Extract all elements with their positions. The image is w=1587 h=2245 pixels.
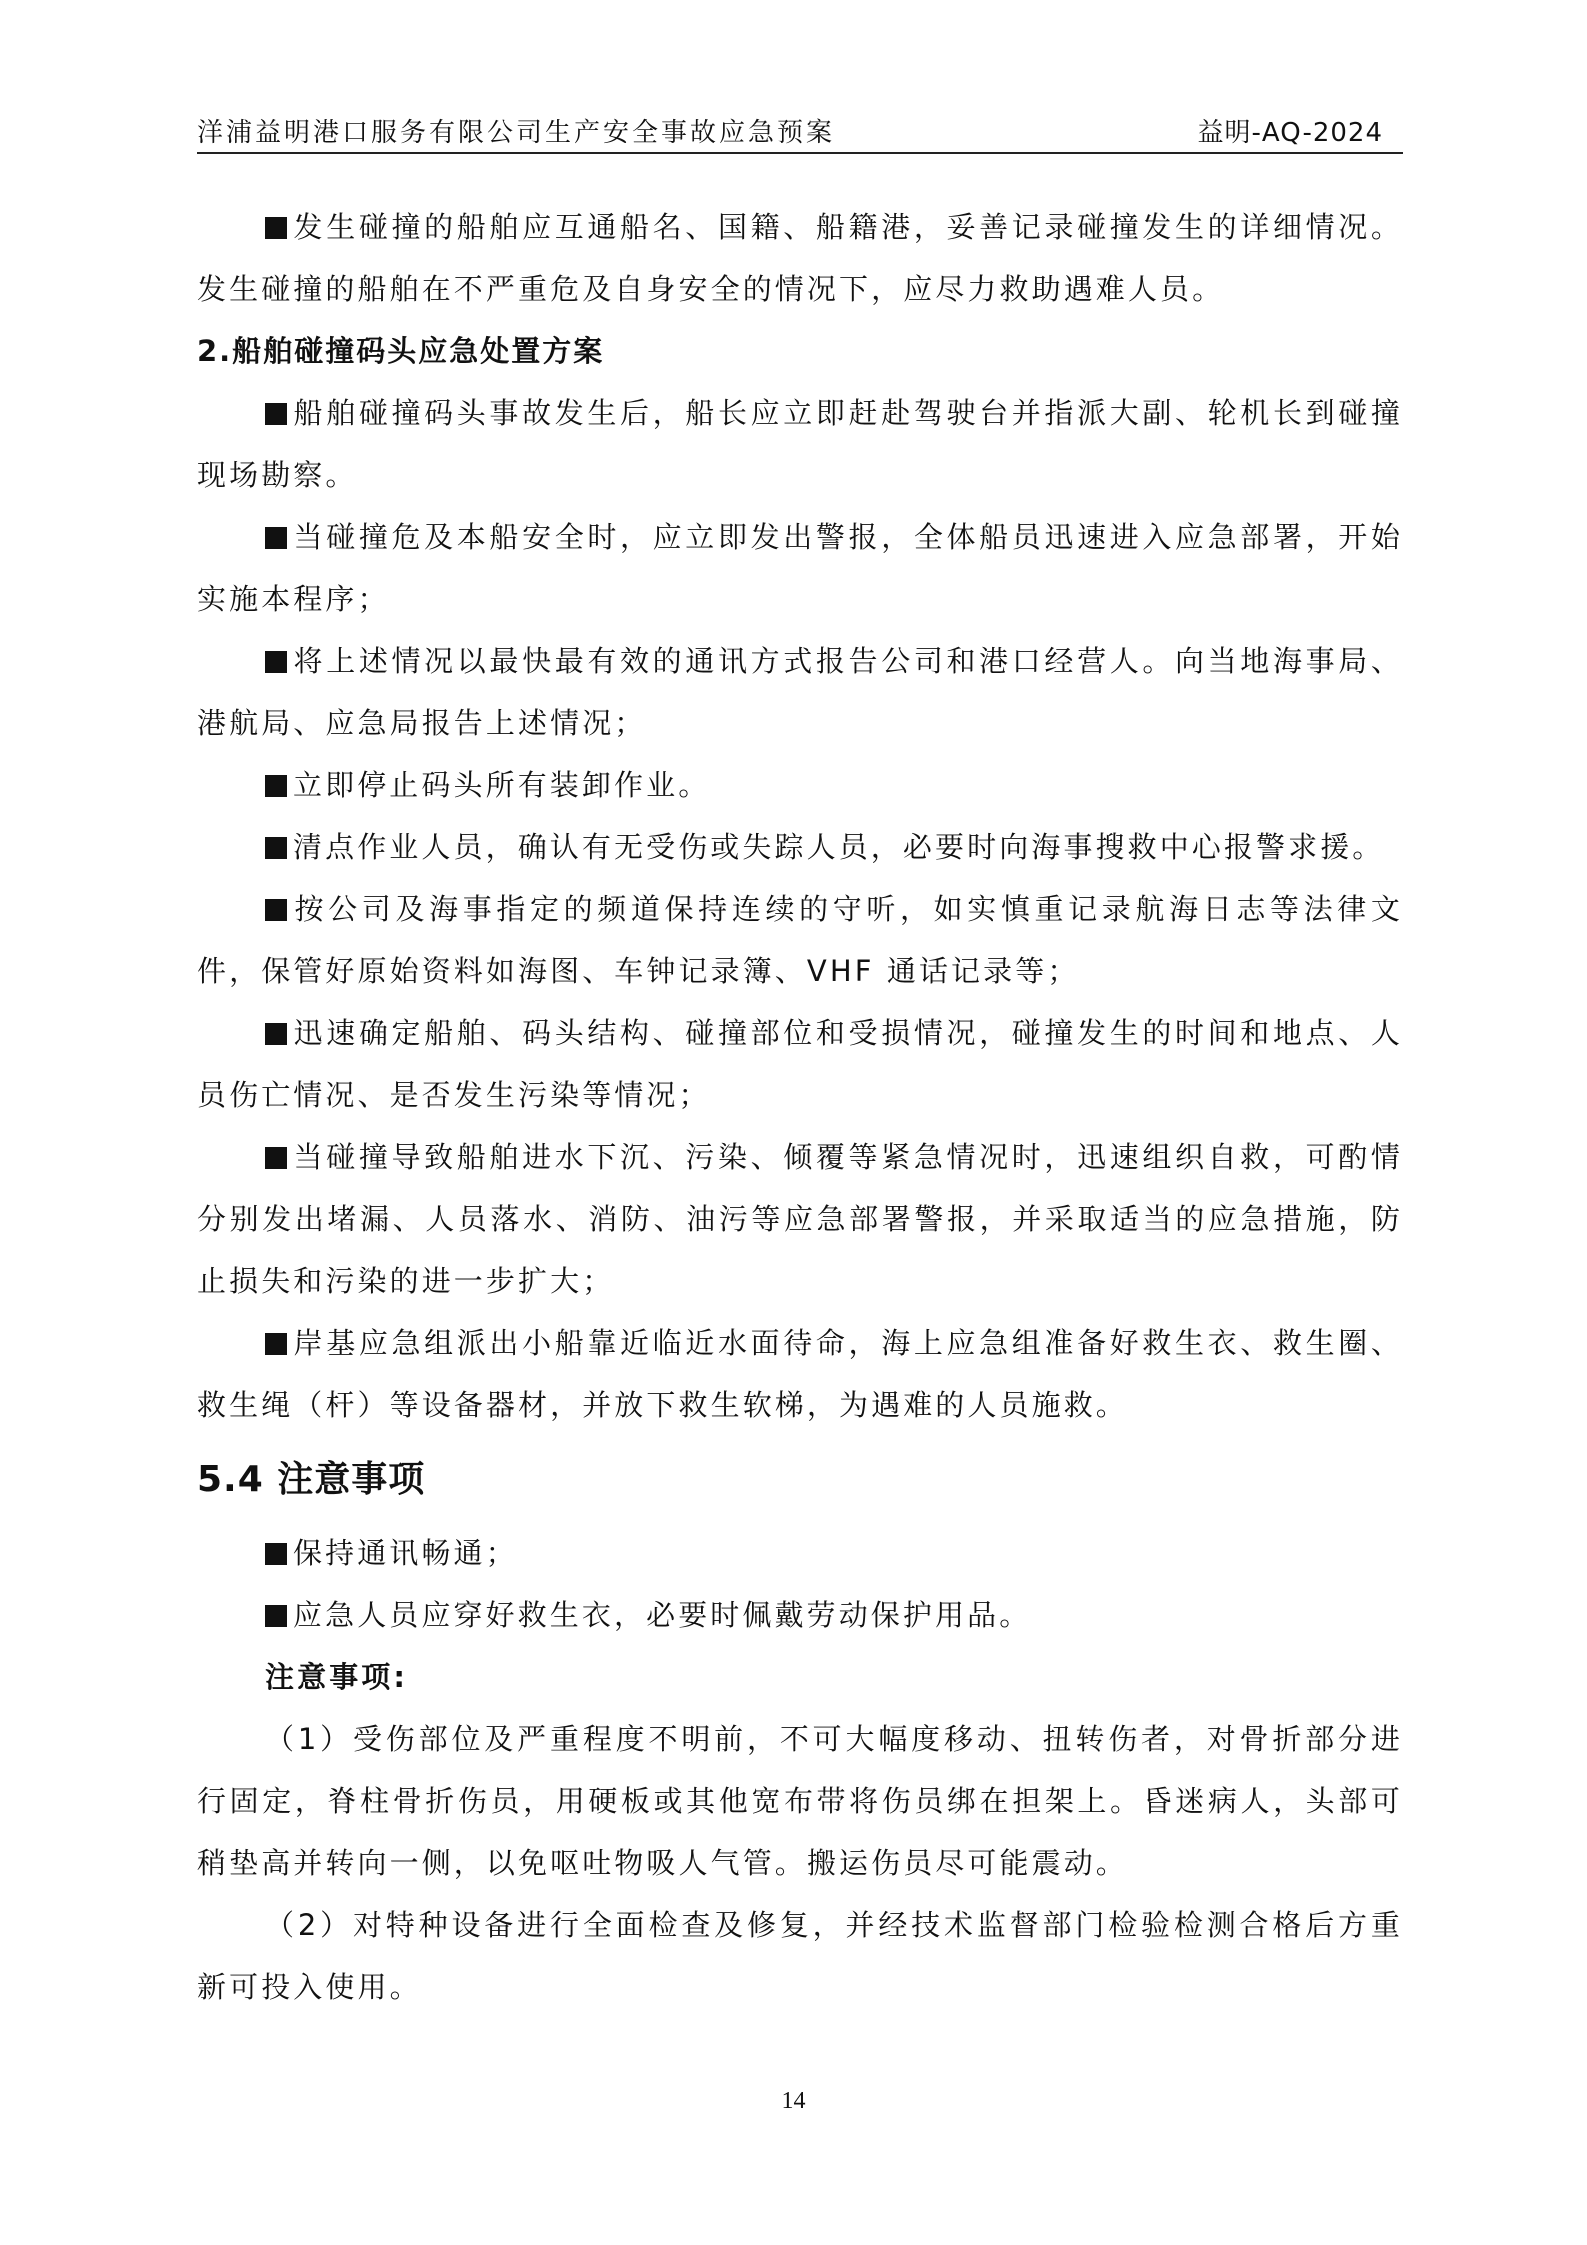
- paragraph-text: 当碰撞危及本船安全时，应立即发出警报，全体船员迅速进入应急部署，开始实施本程序；: [197, 520, 1403, 616]
- page-number: 14: [781, 2088, 806, 2114]
- paragraph-text: 将上述情况以最快最有效的通讯方式报告公司和港口经营人。向当地海事局、港航局、应急局报告上述情况；: [197, 644, 1403, 740]
- square-bullet-icon: [265, 1023, 287, 1045]
- paragraph-text: 岸基应急组派出小船靠近临近水面待命，海上应急组准备好救生衣、救生圈、救生绳（杆）等设备器材，并放下救生软梯，为遇难的人员施救。: [197, 1326, 1403, 1422]
- document-body: [197, 196, 1403, 2018]
- square-bullet-icon: [265, 899, 287, 921]
- paragraph-text: 立即停止码头所有装卸作业。: [293, 768, 711, 802]
- paragraph: [197, 878, 1403, 1002]
- page-header: [197, 108, 1403, 154]
- paragraph: [197, 1312, 1403, 1436]
- paragraph: （2）对特种设备进行全面检查及修复，并经技术监督部门检验检测合格后方重新可投入使用。: [197, 1908, 1403, 2004]
- notes-label: 注意事项:: [265, 1660, 409, 1694]
- paragraph: [197, 816, 1403, 878]
- paragraph: [197, 382, 1403, 506]
- paragraph-text: 应急人员应穿好救生衣，必要时佩戴劳动保护用品。: [293, 1598, 1032, 1632]
- paragraph-text: 船舶碰撞码头事故发生后，船长应立即赶赴驾驶台并指派大副、轮机长到碰撞现场勘察。: [197, 396, 1403, 492]
- paragraph: [197, 1584, 1403, 1646]
- paragraph-text: 当碰撞导致船舶进水下沉、污染、倾覆等紧急情况时，迅速组织自救，可酌情分别发出堵漏、人员落水、消防、油污等应急部署警报，并采取适当的应急措施，防止损失和污染的进一步扩大；: [197, 1140, 1403, 1298]
- paragraph-text: 保持通讯畅通；: [293, 1536, 518, 1570]
- paragraph-text: 迅速确定船舶、码头结构、碰撞部位和受损情况，碰撞发生的时间和地点、人员伤亡情况、是否发生污染等情况；: [197, 1016, 1403, 1112]
- paragraph: [197, 1126, 1403, 1312]
- square-bullet-icon: [265, 1543, 287, 1565]
- sub-heading: 2.船舶碰撞码头应急处置方案: [197, 334, 605, 368]
- paragraph: [197, 196, 1403, 320]
- square-bullet-icon: [265, 1605, 287, 1627]
- square-bullet-icon: [265, 1333, 287, 1355]
- square-bullet-icon: [265, 1147, 287, 1169]
- square-bullet-icon: [265, 651, 287, 673]
- paragraph-text: 清点作业人员，确认有无受伤或失踪人员，必要时向海事搜救中心报警求援。: [293, 830, 1385, 864]
- square-bullet-icon: [265, 403, 287, 425]
- square-bullet-icon: [265, 527, 287, 549]
- paragraph-text: 按公司及海事指定的频道保持连续的守听，如实慎重记录航海日志等法律文件，保管好原始资料如海图、车钟记录簿、VHF 通话记录等；: [197, 892, 1403, 988]
- paragraph: [197, 754, 1403, 816]
- square-bullet-icon: [265, 775, 287, 797]
- section-heading: 5.4 注意事项: [197, 1459, 426, 1500]
- paragraph: [197, 506, 1403, 630]
- square-bullet-icon: [265, 837, 287, 859]
- square-bullet-icon: [265, 217, 287, 239]
- paragraph: [197, 1002, 1403, 1126]
- paragraph: [197, 1522, 1403, 1584]
- paragraph: [197, 630, 1403, 754]
- header-code: 益明-AQ-2024: [1197, 118, 1383, 148]
- paragraph: （1）受伤部位及严重程度不明前，不可大幅度移动、扭转伤者，对骨折部分进行固定，脊柱骨折伤员，用硬板或其他宽布带将伤员绑在担架上。昏迷病人，头部可稍垫高并转向一侧，以免呕吐物吸人气管。搬运伤员尽可能震动。: [197, 1722, 1403, 1880]
- header-title: 洋浦益明港口服务有限公司生产安全事故应急预案: [197, 118, 836, 148]
- paragraph-text: 发生碰撞的船舶应互通船名、国籍、船籍港，妥善记录碰撞发生的详细情况。发生碰撞的船舶在不严重危及自身安全的情况下，应尽力救助遇难人员。: [197, 210, 1403, 306]
